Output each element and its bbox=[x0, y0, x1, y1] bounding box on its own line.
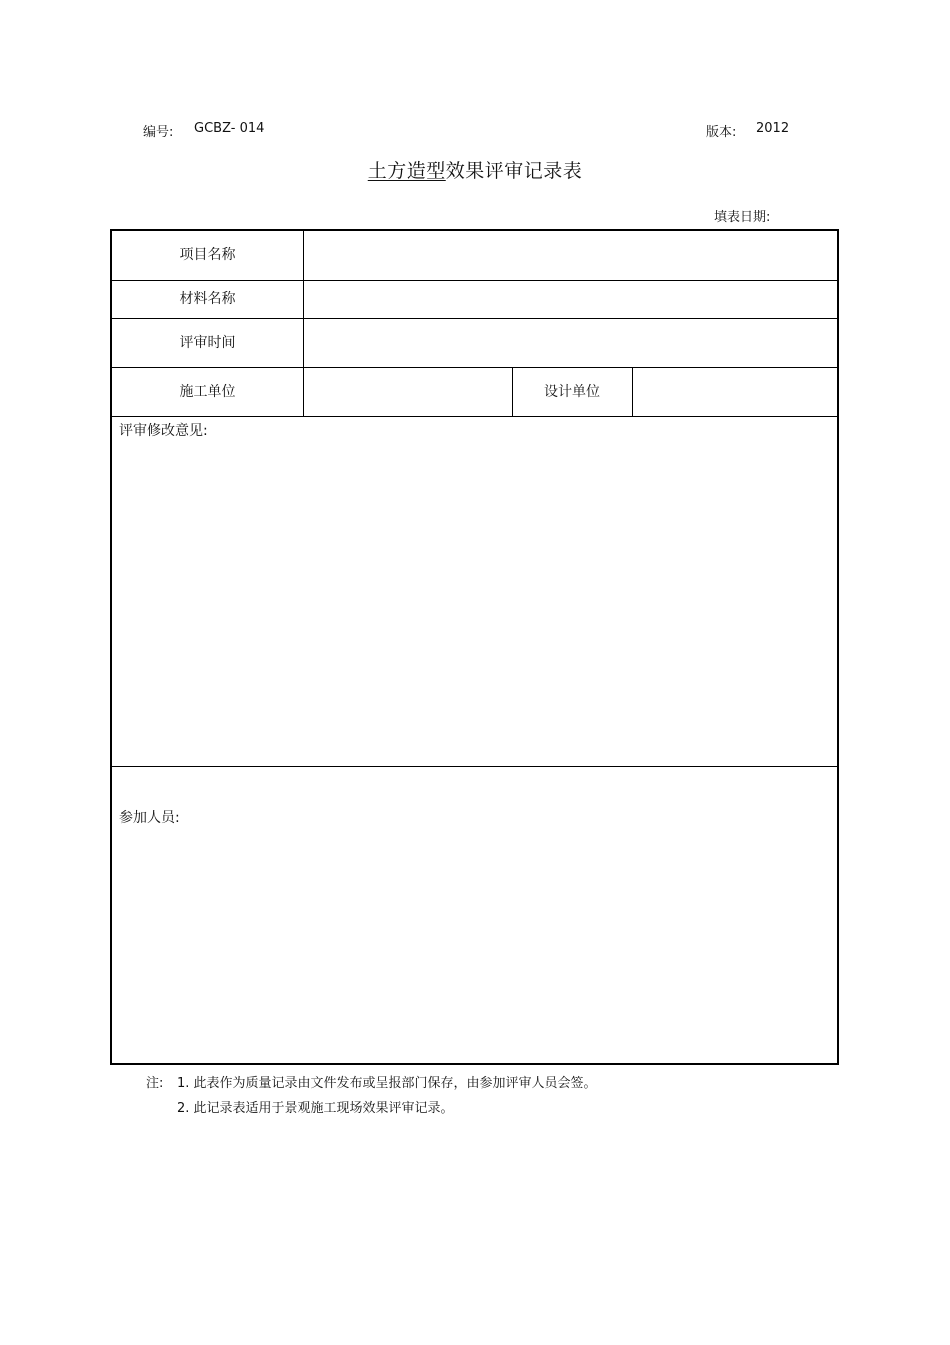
row-divider bbox=[112, 416, 837, 417]
review-form-table bbox=[110, 229, 839, 1065]
notes-prefix: 注: bbox=[146, 1076, 164, 1091]
note-item: 1. 此表作为质量记录由文件发布或呈报部门保存，由参加评审人员会签。 bbox=[177, 1076, 597, 1091]
row-divider bbox=[112, 367, 837, 368]
design-unit-label: 设计单位 bbox=[544, 384, 600, 400]
construction-unit-label: 施工单位 bbox=[179, 384, 236, 400]
participants-label: 参加人员: bbox=[119, 810, 180, 826]
review-opinion-label: 评审修改意见: bbox=[119, 423, 208, 439]
project-name-label: 项目名称 bbox=[179, 247, 236, 263]
fill-date-label: 填表日期: bbox=[714, 210, 771, 225]
row-divider bbox=[112, 280, 837, 281]
participants-area[interactable] bbox=[112, 827, 837, 1061]
version-label: 版本: bbox=[706, 125, 737, 140]
material-name-label: 材料名称 bbox=[179, 291, 236, 307]
page-title-underlined: 土方造型 bbox=[367, 160, 446, 182]
document-code-label: 编号: bbox=[143, 125, 174, 140]
row-divider bbox=[112, 318, 837, 319]
row-divider bbox=[112, 766, 837, 767]
page-title bbox=[0, 156, 950, 183]
review-time-label: 评审时间 bbox=[179, 335, 236, 351]
column-divider bbox=[303, 231, 304, 416]
review-opinion-area[interactable] bbox=[112, 438, 837, 764]
note-item: 2. 此记录表适用于景观施工现场效果评审记录。 bbox=[177, 1101, 454, 1116]
document-code-value: GCBZ- 014 bbox=[194, 121, 265, 136]
page-title-rest: 效果评审记录表 bbox=[445, 160, 583, 182]
column-divider bbox=[632, 367, 633, 416]
version-value: 2012 bbox=[756, 121, 790, 136]
